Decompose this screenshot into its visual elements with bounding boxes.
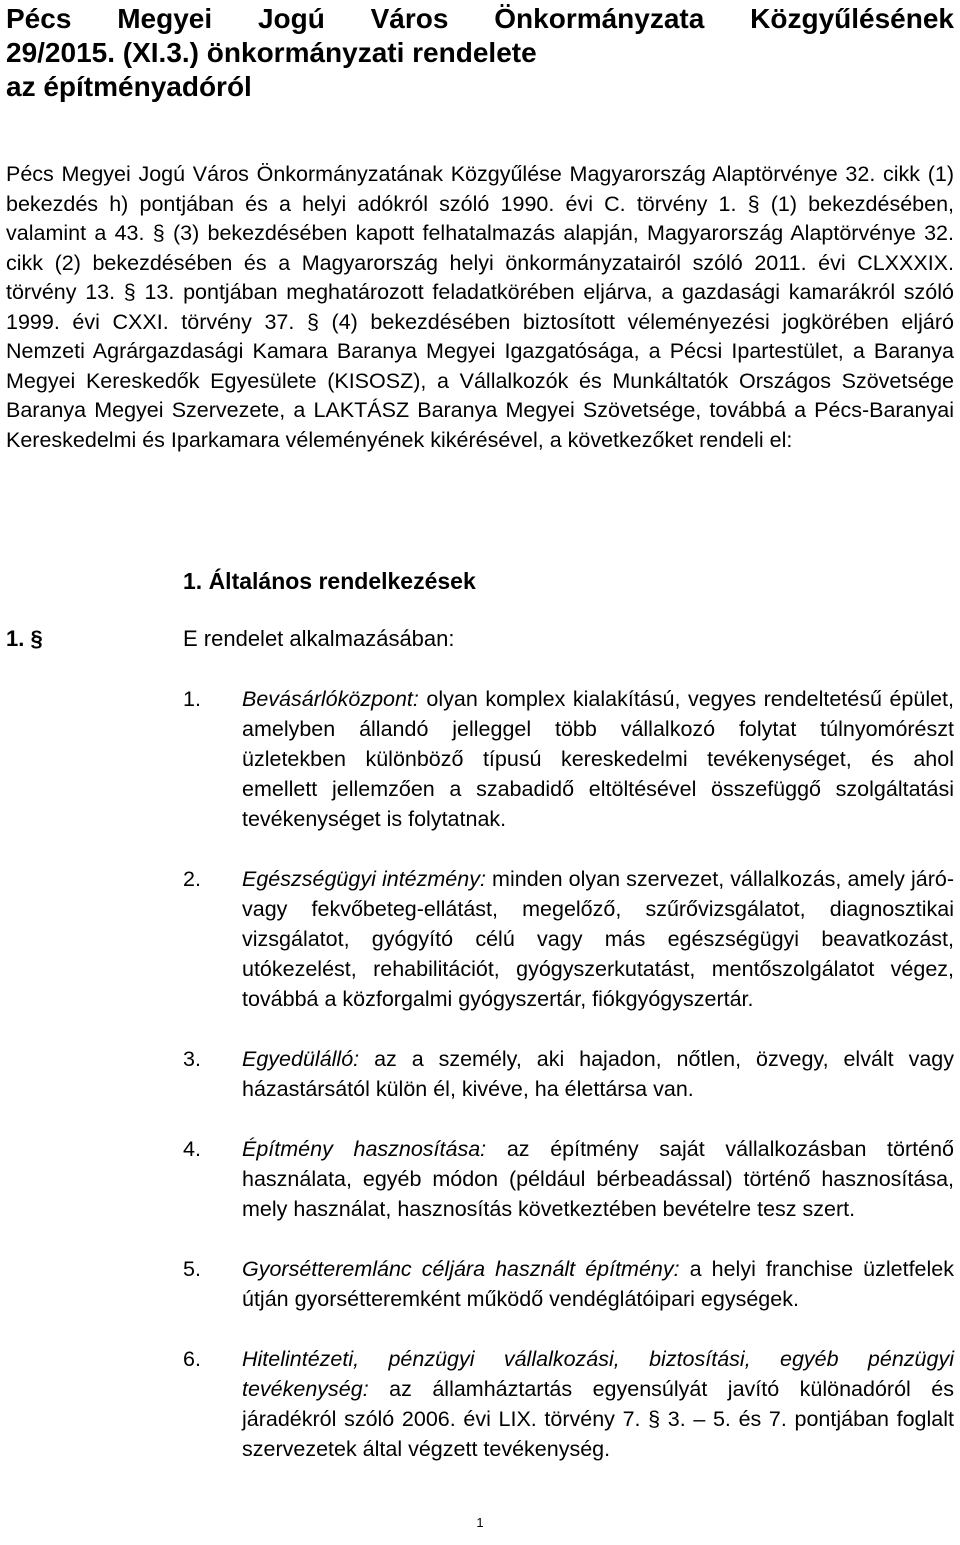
section-text: E rendelet alkalmazásában: xyxy=(183,626,455,651)
definition-number: 6. xyxy=(183,1347,201,1371)
definition-term: Gyorsétteremlánc céljára használt építmény: xyxy=(242,1257,680,1281)
definition-item xyxy=(0,684,960,834)
definition-number: 4. xyxy=(183,1137,201,1161)
definition-body xyxy=(242,1344,954,1464)
definition-body xyxy=(242,1044,954,1104)
definition-body xyxy=(242,684,954,834)
definition-item xyxy=(0,1344,960,1464)
definition-item xyxy=(0,864,960,1014)
definition-term: Egyedülálló: xyxy=(242,1047,360,1071)
definition-term: Egészségügyi intézmény: xyxy=(242,867,486,891)
definition-term: Hitelintézeti, pénzügyi vállalkozási, biztosítási, egyéb pénzügyi tevékenység: xyxy=(242,1347,954,1401)
definition-list xyxy=(0,684,960,1494)
definition-item xyxy=(0,1254,960,1314)
definition-body xyxy=(242,1254,954,1314)
definition-item xyxy=(0,1134,960,1224)
page-number: 1 xyxy=(476,1515,484,1530)
title-line-2: 29/2015. (XI.3.) önkormányzati rendelete xyxy=(6,37,537,68)
definition-text: az építmény saját vállalkozásban történő használata, egyéb módon (például bérbeadással) történő hasznosítása, mely használat, hasznosítás következtében bevételre tesz szert. xyxy=(242,1137,954,1221)
regulation-title xyxy=(6,2,954,104)
chapter-heading: 1. Általános rendelkezések xyxy=(183,568,476,594)
definition-text: a helyi franchise üzletfelek útján gyorsétteremként működő vendéglátóipari egységek. xyxy=(242,1257,954,1311)
title-line-1: Pécs Megyei Jogú Város Önkormányzata Közgyűlésének xyxy=(6,3,954,34)
definition-text: minden olyan szervezet, vállalkozás, amely járó- vagy fekvőbeteg-ellátást, megelőző, szűrővizsgálatot, diagnosztikai vizsgálatot, gyógyító célú vagy más egészségügyi beavatkozást, utókezelést, rehabilitációt, gyógyszerkutatást, mentőszolgálatot végez, továbbá a közforgalmi gyógyszertár, fiókgyógyszertár. xyxy=(242,867,954,1011)
preamble-paragraph: Pécs Megyei Jogú Város Önkormányzatának Közgyűlése Magyarország Alaptörvénye 32. cikk (1) bekezdés h) pontjában és a helyi adókról szóló 1990. évi C. törvény 1. § (1) bekezdésében, valamint a 43. § (3) bekezdésében kapott felhatalmazás alapján, Magyarország Alaptörvénye 32. cikk (2) bekezdésében és a Magyarország helyi önkormányzatairól szóló 2011. évi CLXXXIX. törvény 13. § 13. pontjában meghatározott feladatkörében eljárva, a gazdasági kamarákról szóló 1999. évi CXXI. törvény 37. § (4) bekezdésében biztosított véleményezési jogkörében eljáró Nemzeti Agrárgazdasági Kamara Baranya Megyei Igazgatósága, a Pécsi Ipartestület, a Baranya Megyei Kereskedők Egyesülete (KISOSZ), a Vállalkozók és Munkáltatók Országos Szövetsége Baranya Megyei Szervezete, a LAKTÁSZ Baranya Megyei Szövetsége, továbbá a Pécs-Baranyai Kereskedelmi és Iparkamara véleményének kikérésével, a következőket rendeli el: xyxy=(6,162,954,452)
definition-number: 2. xyxy=(183,867,201,891)
definition-body xyxy=(242,864,954,1014)
definition-number: 3. xyxy=(183,1047,201,1071)
definition-text: az a személy, aki hajadon, nőtlen, özvegy, elvált vagy házastársától külön él, kivéve, ha élettársa van. xyxy=(242,1047,954,1101)
definition-text: az államháztartás egyensúlyát javító különadóról és járadékról szóló 2006. évi LIX. törvény 7. § 3. – 5. és 7. pontjában foglalt szervezetek által végzett tevékenység. xyxy=(242,1377,954,1461)
section-number: 1. § xyxy=(6,626,43,651)
definition-body xyxy=(242,1134,954,1224)
definition-term: Építmény hasznosítása: xyxy=(242,1137,487,1161)
definition-text: olyan komplex kialakítású, vegyes rendeltetésű épület, amelyben állandó jelleggel több vállalkozó folytat túlnyomórészt üzletekben különböző típusú kereskedelmi tevékenységet, és ahol emellett jellemzően a szabadidő eltöltésével összefüggő szolgáltatási tevékenységet is folytatnak. xyxy=(242,687,954,831)
definition-item xyxy=(0,1044,960,1104)
title-line-3: az építményadóról xyxy=(6,71,252,102)
definition-number: 5. xyxy=(183,1257,201,1281)
definition-term: Bevásárlóközpont: xyxy=(242,687,419,711)
definition-number: 1. xyxy=(183,687,201,711)
